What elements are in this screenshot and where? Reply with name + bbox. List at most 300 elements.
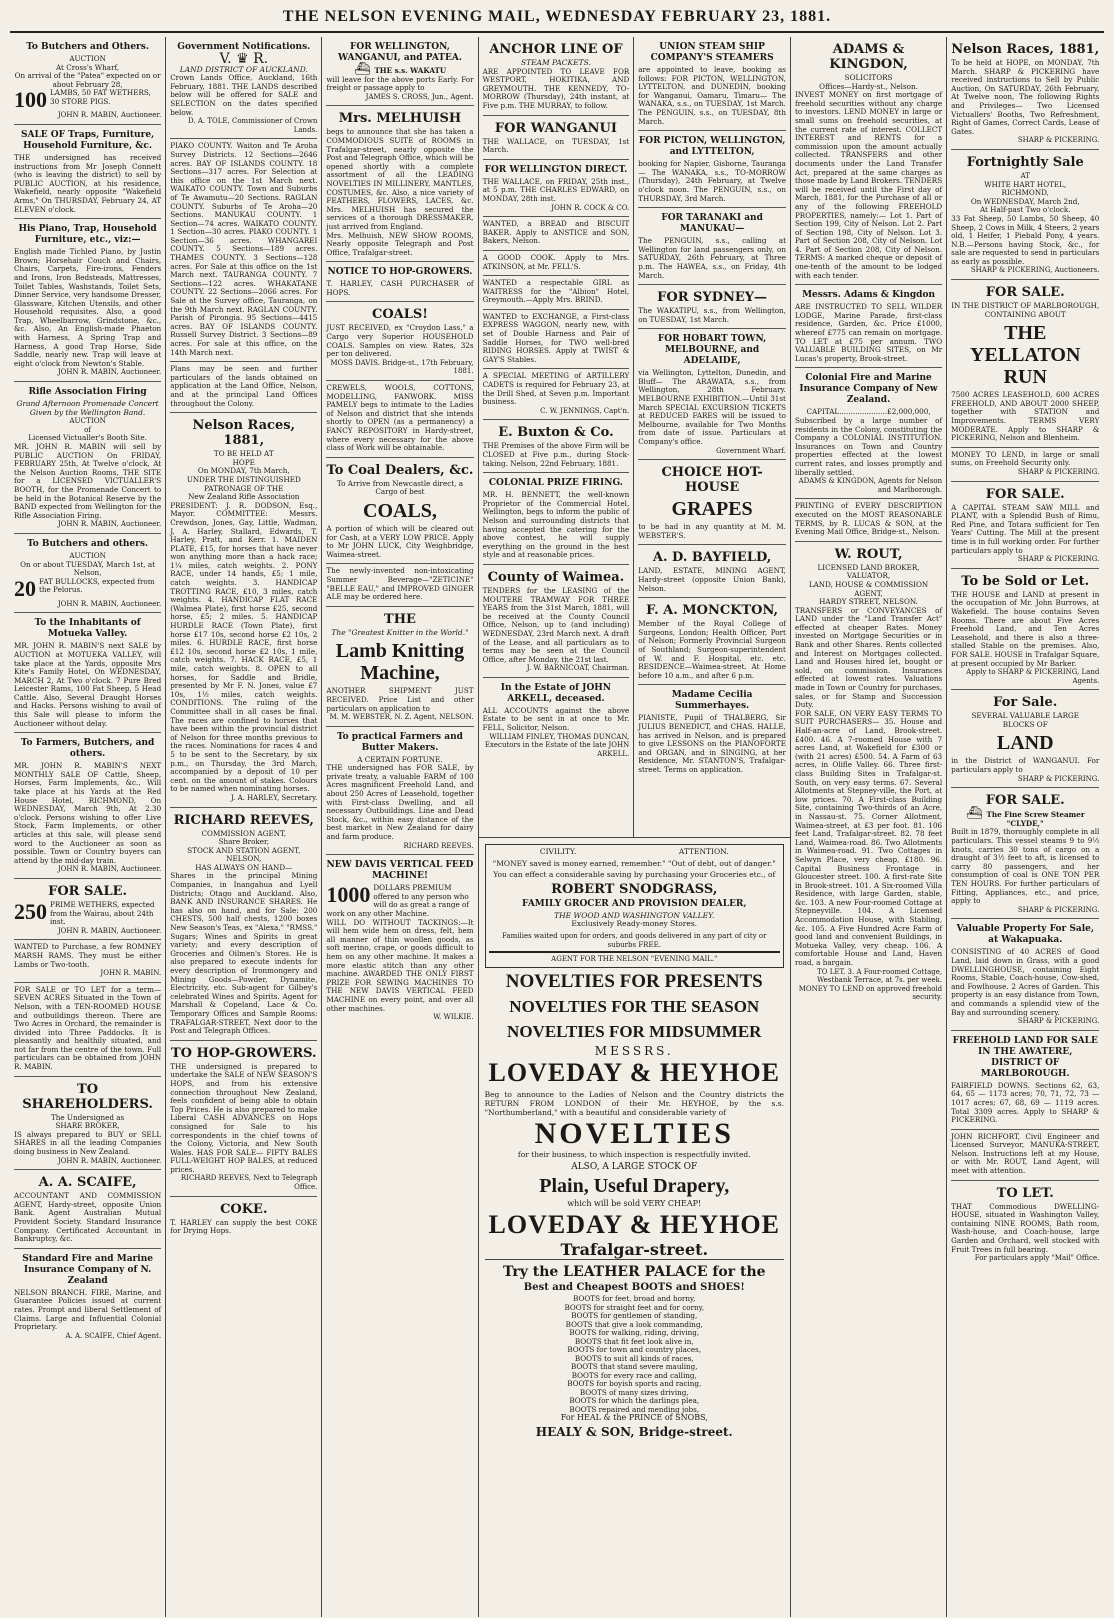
ad-heading: Government Notifications. <box>177 42 311 52</box>
ship-line <box>951 806 1099 828</box>
ad-signature: JOHN R. MABIN, Auctioneer. <box>57 599 162 608</box>
ad-body: THE undersigned has received instructions from Mr Joseph Connett (who is leaving the district) to sell by PUBLIC AUCTION, at his residence, Wakefield, nearly opposite "Wakefield Arms," On THURSDAY, February 24, AT ELEVEN o'clock. <box>14 152 162 214</box>
ad-heading: To Butchers and Others. <box>26 42 149 52</box>
ad-heading: Nelson Races, 1881, <box>951 42 1100 57</box>
ad-heading: COALS! <box>371 307 428 323</box>
advertisement <box>483 369 630 420</box>
ad-body: Built in 1879, thoroughly complete in all particulars. This vessel steams 9 to 9½ knots, carries 30 tons of cargo on a draught of 3½ feet to aft, is licensed to carry 80 passengers, and her consumption of coal is ONE TON PER TEN HOURS. For further particulars of Fitting, Appliances, etc., and price, apply to <box>951 827 1100 906</box>
advertisement <box>170 1041 317 1197</box>
ad-signature: RICHARD REEVES, Next to Telegraph Office. <box>180 1174 318 1192</box>
snodgrass-line: You can effect a considerable saving by purchasing your Groceries etc., of <box>493 870 776 880</box>
ad-signature: RICHARD REEVES. <box>403 841 474 850</box>
snodgrass-where: THE WOOD AND WASHINGTON VALLEY. <box>554 910 715 920</box>
ad-body: ARE INSTRUCTED TO SELL WILDER LODGE, Marine Parade, first-class residence, Garden, &c. Price £1000, whereof £775 can remain on mortgage. TO LET at £75 per annum. TWO VALUABLE BUILDING SITES, on Mr Lucas's property, Brook-street. <box>794 302 943 363</box>
ad-heading: A. A. SCAIFE, <box>38 1175 137 1191</box>
ad-body: 7500 ACRES LEASEHOLD, 600 ACRES FREEHOLD, AND ABOUT 2000 SHEEP, together with STATION and Improvements. TERMS VERY MODERATE. Apply to SHARP & PICKERING, Nelson and Blenheim. <box>951 390 1100 443</box>
ad-heading: To Farmers, Butchers, and others. <box>20 738 155 760</box>
ad-heading: Mrs. MELHUISH <box>338 111 462 127</box>
big-number: 1000 <box>326 882 371 908</box>
ad-signature: TO LET. 3. A Four-roomed Cottage, Westbank Terrace, at 7s. per week. MONEY TO LEND on approved freehold security. <box>798 967 943 1002</box>
ad-body: NELSON BRANCH. FIRE, Marine, and Guarantee Policies issued at current rates. Prompt and liberal Settlement of Claims. Large and Influential Colonial Proprietary. <box>14 1287 162 1332</box>
advertisement <box>483 160 630 217</box>
ad-body: THE undersigned has FOR SALE, by private treaty, a valuable FARM of 100 Acres magnificent Freehold Land, and about 250 Acres of Leasehold, together with First-class Dwelling, and all necessary Outbuildings. Line and Dead Stock, &c., within easy distance of the best market in New Zealand for dairy and farm produce. <box>326 763 474 842</box>
ad-signature: J. A. HARLEY, Secretary. <box>230 793 318 802</box>
ad-signature: WILLIAM FINLEY, THOMAS DUNCAN, Executors in the Estate of the late JOHN ARKELL. <box>484 732 630 758</box>
ad-body: To be held at HOPE, on MONDAY, 7th March. SHARP & PICKERING have received instructions to Sell by Public Auction, On SATURDAY, 26th February, At Twelve noon, The following Rights and Privileges— Two Licensed Victuallers' Booths, Two Refreshment, Right of Games, Correct Cards, Lease of Gates. <box>951 58 1100 136</box>
ad-heading: COLONIAL PRIZE FIRING. <box>488 478 623 489</box>
announce-text: Beg to announce to the Ladies of Nelson and the Country districts the RETURN FROM LONDON of their Mr. HEYHOE, by the s.s. "Northumberland," with a beautiful and considerable variety of <box>484 1090 784 1118</box>
ad-signature: SHARP & PICKERING. <box>1017 555 1100 564</box>
snodgrass-ad <box>485 844 784 968</box>
advertisement <box>951 37 1099 150</box>
ad-heading: UNION STEAM SHIP COMPANY'S STEAMERS <box>650 42 774 63</box>
big-number: 250 <box>14 898 47 924</box>
ad-heading: FOR WANGANUI <box>494 120 617 136</box>
ship-name: The Fine Screw Steamer "CLYDE," <box>986 810 1085 828</box>
ad-line: TO BE HELD AT <box>213 449 274 459</box>
ad-line: SHARE BROKER, <box>55 1121 120 1131</box>
ad-heading: FOR SALE. <box>48 883 128 899</box>
ad-line: SEVERAL VALUABLE LARGE <box>971 711 1079 721</box>
boots-line: BOOTS for which the darlings plea, <box>569 1396 700 1406</box>
advertisement <box>951 1181 1099 1267</box>
ad-heading: To Butchers and others. <box>27 538 149 549</box>
advertisement <box>483 251 630 276</box>
ad-heading: FOR PICTON, WELLINGTON, and LYTTELTON, <box>638 136 786 158</box>
advertisement <box>326 458 473 565</box>
ad-body: ANOTHER SHIPMENT JUST RECEIVED. Price List and other particulars on application to <box>326 686 474 713</box>
ad-heading: For Sale. <box>993 695 1058 711</box>
ad-body: IS always prepared to BUY or SELL SHARES in all the leading Companies doing business in New Zealand. <box>14 1129 162 1157</box>
ad-body: MR. H. BENNETT, the well-known Proprietor of the Commercial Hotel, Wellington, begs to inform the public of Nelson and surrounding districts that having accepted the catering for the above contest, he will supply everything on the ground in the best style and at reasonable prices. <box>482 490 630 560</box>
ad-body: CONSISTING of 40 ACRES of Good Land, laid down in Grass, with a good DWELLINGHOUSE, containing Eight Rooms, Stable, Coach-house, Cow-shed, and Fowlhouse. 2 Acres of Garden. This property is an easy distance from Town, and commands a splendid view of the Bay and surrounding scenery. <box>951 947 1100 1017</box>
big-number-line <box>14 575 161 601</box>
ad-signature: JOHN R. MABIN, Auctioneer. <box>57 865 162 874</box>
ad-body: in the District of WANGANUI. For particulars apply to <box>951 756 1100 775</box>
ad-heading: TO SHAREHOLDERS. <box>22 1081 153 1112</box>
novelties-heading: NOVELTIES <box>534 1117 734 1151</box>
healy-son: HEALY & SON, Bridge-street. <box>535 1424 733 1439</box>
ad-heading: Madame Cecilia Summerhayes. <box>671 690 753 712</box>
ad-body: THE HOUSE and LAND at present in the occupation of Mr. John Burrows, at Wakefield. The house contains Seven Rooms. There are about Five Acres Freehold Land, and Ten Acres Leasehold, and there is also a three-stalled Stable on the premises. Also, FOR SALE. HOUSE in Trafalgar Square, at present occupied by Mr Barker. <box>951 589 1100 668</box>
column-7 <box>947 37 1103 1617</box>
snodgrass-families: Families waited upon for orders, and goods delivered in any part of city or suburbs FREE. <box>502 931 767 949</box>
ad-signature: JOHN R. MABIN. <box>100 969 162 978</box>
boots-line: BOOTS of many sizes driving, <box>579 1387 689 1397</box>
big-number-text: PRIME WETHERS, expected from the Wairau, about 24th inst. <box>50 899 155 927</box>
advertisement <box>638 131 786 208</box>
big-number-text: DOLLARS PREMIUM offered to any person who will do as great a range of work on any other Machine. <box>326 883 469 918</box>
ad-heading: TO HOP-GROWERS. <box>170 1045 317 1061</box>
ad-line: At Cross's Wharf, <box>55 62 120 72</box>
ad-signature: SHARP & PICKERING, Auctioneers. <box>970 266 1100 275</box>
advertisement <box>483 678 630 763</box>
ad-heading: To practical Farmers and Butter Makers. <box>337 731 463 753</box>
ad-line: UNDER THE DISTINGUISHED PATRONAGE OF THE <box>186 474 301 493</box>
crest-emblem: V. ♛ R. <box>219 51 269 67</box>
ad-body: The WAKATIPU, s.s., from Wellington, on TUESDAY, 1st March. <box>638 306 786 324</box>
ad-line: HARDY STREET, NELSON. <box>819 597 918 607</box>
ad-body: WANTED, a BREAD and BISCUIT BAKER. Apply to ANSTICE and SON, Bakers, Nelson. <box>482 219 630 246</box>
column-2 <box>166 37 322 1617</box>
ad-body: T. HARLEY, CASH PURCHASER of HOPS. <box>326 279 474 297</box>
ad-heading: FOR WELLINGTON DIRECT. <box>484 164 628 175</box>
ad-body: Member of the Royal College of Surgeons, London; Health Officer, Port of Nelson; Formerly Provincial Surgeon of Southland; Surgeon-superintendent of W. and F. Hospital, etc. etc. RESIDENCE—Waimea-street. At Home before 10 a.m., and after 6 p.m. <box>638 619 786 680</box>
ad-signature: MOSS DAVIS. Bridge-st., 17th February, 1881. <box>330 358 474 376</box>
ad-body: LAND, ESTATE, MINING AGENT, Hardy-street (opposite Union Bank), Nelson. <box>638 566 786 593</box>
ad-line: AUCTION <box>69 416 106 426</box>
ad-body: PRINTING of EVERY DESCRIPTION executed on the MOST REASONABLE TERMS, by R. LUCAS & SON, at the Evening Mail Office, Bridge-st., Nelson. <box>794 501 943 537</box>
ad-body: Crown Lands Office, Auckland, 16th February, 1881. THE LANDS described below will be offered for SALE and SELECTION on the dates specified below. <box>170 73 318 117</box>
ad-body: ARE APPOINTED TO LEAVE FOR WESTPORT, HOKITIKA, AND GREYMOUTH. THE KENNEDY, TO-MORROW (Thursday), 24th instant, at Five p.m. THE MURRAY, to follow. <box>482 66 630 110</box>
steamship-icon: ⛴ <box>965 806 987 822</box>
drapery-heading: Plain, Useful Drapery, <box>539 1174 730 1197</box>
ad-signature: D. A. TOLE, Commissioner of Crown Lands. <box>188 117 318 134</box>
boots-line: BOOTS that give a look commanding, <box>565 1319 703 1329</box>
advertisement <box>638 208 786 285</box>
ad-signature: SHARP & PICKERING. <box>1017 468 1100 476</box>
ad-heading: Messrs. Adams & Kingdon <box>802 290 935 301</box>
ad-heading: County of Waimea. <box>487 569 625 585</box>
big-number-line <box>14 898 161 927</box>
boots-line: BOOTS for feet, broad and horny, <box>573 1294 696 1304</box>
ad-body: to be had in any quantity at M. M. WEBSTER'S. <box>638 522 786 540</box>
messrs-label: MESSRS. <box>594 1043 674 1058</box>
ad-body: A GOOD COOK. Apply to Mrs. ATKINSON, at Mr. FELL'S. <box>482 252 630 271</box>
advertisement <box>326 727 473 856</box>
ad-line: WHITE HART HOTEL, <box>984 179 1067 189</box>
ad-body: ALL ACCOUNTS against the above Estate to be sent in at once to Mr. FELL, Solicitor, Nelson. <box>482 705 630 733</box>
ad-line: HAS ALWAYS ON HAND— <box>195 862 293 872</box>
boots-line: BOOTS that fit feet look alive in, <box>574 1336 694 1346</box>
novelties-midsummer: NOVELTIES FOR MIDSUMMER <box>507 1021 762 1041</box>
ad-signature: W. WILKIE. <box>433 1013 474 1022</box>
advertisement <box>483 565 630 678</box>
ad-heading: SALE OF Traps, Furniture, Household Furniture, &c. <box>20 129 155 151</box>
advertisement <box>483 276 630 310</box>
advertisement <box>951 919 1099 1030</box>
boots-line: BOOTS for town and country places, <box>567 1345 702 1355</box>
ad-line: Share Broker, <box>218 837 269 847</box>
advertisement <box>951 482 1099 569</box>
ad-line: LICENSED LAND BROKER, <box>817 562 920 572</box>
leather-subheading: Best and Cheapest BOOTS and SHOES! <box>523 1282 745 1294</box>
ad-heading: F. A. MONCKTON, <box>646 603 779 619</box>
advertisement <box>326 607 473 727</box>
ad-body: CREWELS, WOOLS, COTTONS, MODELLING, FANWORK. MISS PAMELY begs to intimate to the Ladies of Nelson and district that she intends shortly to OPEN (as a permanency) a FANCY REPOSITORY in Hardy-street, where every necessary for the above class of Work will be obtainable. <box>326 383 474 453</box>
ad-signature: Apply to SHARP & PICKERING, Land Agents. <box>966 668 1100 685</box>
advertisement <box>638 460 786 545</box>
advertisement <box>14 1249 161 1345</box>
ad-body: PIAKO COUNTY. Waiton and Te Aroha Survey Districts. 12 Sections—2646 acres. BAY OF ISLANDS COUNTY. 18 Sections—317 acres. For Selection at this office on the 1st March next. WAIKATO COUNTY. Town and Suburbs of Te Awamutu—20 Sections. RAGLAN COUNTY. Suburbs of Te Aroha—20 Sections. MANUKAU COUNTY. 1 Section—74 acres. WAIKATO COUNTY. 1 Section—30 acres. PIAKO COUNTY. 1 Section—36 acres. WHANGAREI COUNTY. 5 Sections—189 acres. THAMES COUNTY. 3 Sections—128 acres. For Sale at this office on the 1st March next. TAURANGA COUNTY. 7 Sections—122 acres. WHAKATANE COUNTY. 22 Sections—2066 acres. For Sale at the Survey office, Tauranga, on the 9th March next. RAGLAN COUNTY. Parish of Pirongia. 95 Sections—4415 acres. BAY OF ISLANDS COUNTY. Russell Survey District. 3 Sections—89 acres. For sale at this office, on the 14th March next. <box>170 141 318 357</box>
advertisement <box>14 37 161 125</box>
ad-heading: FOR WELLINGTON, WANGANUI, and PATEA. <box>337 42 462 63</box>
ad-line: Offices—Hardy-st., Nelson. <box>819 81 918 91</box>
ad-heading: Colonial Fire and Marine Insurance Company of New Zealand. <box>799 373 938 406</box>
ad-body: will leave for the above ports Early. For freight or passage apply to <box>326 74 474 93</box>
firm-name-2: LOVEDAY & HEYHOE <box>488 1210 780 1240</box>
ad-footer: FOR SALE, ON VERY EASY TERMS TO SUIT PURCHASERS— 35. House and Half-an-acre of Land, Brook-street. £400. 46. A 7-roomed House with 7 acres Land, at Wakefield for £300 or (with 21 acres) £500. 54. A Farm of 63 acres, in Olifle Valley. 66. Three first-class Building Sites in Trafalgar-st. South, on very easy terms. 67. Several Allotments at Stepney-ville, the Port, at low prices. 70. A First-class Building Site, containing Two-thirds of an Acre, in Nassau-st. 75. Corner Allotment, Waimea-street, at £3 per foot. 81. 106 feet Land, Trafalgar-street. 82. 78 feet Land, Waimea-road. 86. Two Allotments in Waimea-road. 91. Two Cottages in Selwyn Place, very cheap, £180. 96. Capital Business Frontage in Gloucester street. 100. A first-rate Site in Brook-street. 101. A Six-roomed Villa Residence, with large Garden, stable, &c. 103. A new Four-roomed Cottage at Stepneyville. 104. A Licensed Accommodation House, with Stabling, &c. 105. A Five Hundred Acre Farm of good land and convenient Buildings, in Motueka Valley, very cheap. 106. A comfortable House and Land, Haven road, a bargain. <box>794 708 943 968</box>
advertisement <box>14 613 161 733</box>
ad-body: THE Premises of the above Firm will be CLOSED at Five p.m., during Stock-taking. Nelson, 22nd February, 1881. <box>482 441 630 468</box>
boots-line: BOOTS for gentlemen of standing, <box>571 1311 698 1321</box>
ad-heading: E. Buxton & Co. <box>498 425 614 441</box>
ad-body: JUST RECEIVED, ex "Croydon Lass," a Cargo very Superior HOUSEHOLD COALS. Samples on view. Rates, 32s per ton delivered. <box>326 323 474 359</box>
ad-body: The newly-invented non-intoxicating Summer Beverage—"ZETICINE" "BELLE EAU," and IMPROVED GINGER ALE may be ordered here. <box>326 566 474 602</box>
ad-signature: SHARP & PICKERING. <box>1017 136 1100 145</box>
ad-line: Licensed Victualler's Booth Site. <box>28 433 147 443</box>
ad-body: are appointed to leave, booking as follows: FOR PICTON, WELLINGTON, LYTTELTON, and DUNEDIN, booking for Wanganui, Oamaru, Timaru— The WANAKA, s.s., on TUESDAY, 1st March. The PENGUIN, s.s., on TUESDAY, 8th March. <box>638 65 786 126</box>
ad-heading: Standard Fire and Marine Insurance Company of N. Zealand <box>22 1253 153 1286</box>
column-1 <box>10 37 166 1617</box>
ad-heading: ANCHOR LINE OF <box>489 42 623 57</box>
ad-heading: W. ROUT, <box>834 546 903 562</box>
ad-body: THE undersigned is prepared to undertake the SALE of NEW SEASON'S HOPS, and from his extensive connection throughout New Zealand, feels confident of being able to obtain Top Prices. He is also prepared to make Liberal CASH ADVANCES on Hops consigned for Sale to his correspondents in the chief towns of the Colony, Victoria, and New South Wales. HAS FOR SALE— FIFTY BALES FULL-WEIGHT HOP BALES, at reduced prices. <box>170 1061 318 1174</box>
ad-body: A SPECIAL MEETING of ARTILLERY CADETS is required for February 23, at the Drill Shed, at Seven p.m. Important business. <box>482 371 630 407</box>
boots-line: BOOTS for straight feet and for corny, <box>564 1302 705 1312</box>
ad-heading: COKE. <box>220 1201 268 1217</box>
big-number: 20 <box>14 575 36 601</box>
ad-line: CAPITAL.....................£2,000,000, <box>806 407 931 417</box>
column-5 <box>634 37 790 837</box>
advertisement <box>14 382 161 534</box>
ad-body: Plans may be seen and further particulars of the lands obtained on application at the Land Office, Nelson, and at the principal Land Offices throughout the Colony. <box>170 364 318 408</box>
column-6 <box>791 37 947 1617</box>
ad-signature: JOHN R. MABIN, Auctioneer. <box>57 111 162 120</box>
ad-signature: SHARP & PICKERING. <box>1017 1017 1100 1026</box>
advertisement <box>951 1031 1099 1130</box>
ad-body: The PENGUIN, s.s., calling at Wellington for land passengers only, on SATURDAY, 26th February, at Three p.m. The HAWEA, s.s., on Friday, 4th March. <box>638 236 786 280</box>
advertisement <box>951 569 1099 691</box>
ad-line: LAND, HOUSE & COMMISSION AGENT, <box>808 579 929 598</box>
ad-body: WANTED to EXCHANGE, a First-class EXPRESS WAGGON, nearly new, with set of Double Harness and Pair of Saddle Horses, for TWO well-bred RIDING HORSES. Apply at TWIST & GAY'S Stables. <box>482 311 630 364</box>
big-number: 100 <box>14 87 47 113</box>
ad-body: THE WALLACE, on FRIDAY, 25th inst., at 5 p.m. THE CHARLES EDWARD, on MONDAY, 28th inst. <box>482 176 630 203</box>
loveday-heyhoe-ad <box>484 970 784 1260</box>
steamship-icon: ⛴ <box>353 62 375 77</box>
center-upper <box>479 37 790 837</box>
snodgrass-stores: Exclusively Ready-money Stores. <box>571 919 698 929</box>
ad-body: WILL DO WITHOUT TACKINGS:—It will hem wide hem on dress, felt, hem all manner of thin woollen goods, as soft merino, crape, or goods difficult to hem on any other machine. It makes a more elastic stitch than any other machine. AWARDED THE ONLY FIRST PRIZE FOR SEWING MACHINES TO THE NEW DAVIS VERTICAL FEED MACHINE on every point, and over all other machines. <box>326 917 474 1013</box>
advertisement <box>14 125 161 219</box>
ad-heading: TO LET. <box>996 1185 1054 1201</box>
advertisement <box>483 420 630 473</box>
advertisement <box>483 310 630 370</box>
ad-line: of <box>84 424 92 434</box>
advertisement <box>170 139 317 362</box>
ad-body: Subscribed by a large number of residents in the Colony, constituting the Company a COLONIAL INSTITUTION. Insurances on Town and Country properties effected at the lowest current rates, and losses promptly and liberally settled. <box>794 416 943 477</box>
advertisement <box>14 534 161 613</box>
advertisement <box>170 808 317 1041</box>
snodgrass-agent: AGENT FOR THE NELSON "EVENING MAIL." <box>551 955 718 964</box>
big-number-line <box>326 884 473 918</box>
ad-body: TENDERS for the LEASING of the MOUTERE TRAMWAY FOR THREE YEARS from the 31st March, 1881, will be received at the County Council Office, Nelson, up to (and including) WEDNESDAY, 23rd March next. A draft of the Lease, and all particulars as to terms may be seen at the Council Office, after Monday, the 21st last. <box>482 585 630 664</box>
advertisement <box>14 733 161 879</box>
advertisement <box>326 106 473 262</box>
advertisement <box>326 262 473 302</box>
inspection-text: for their business, to which inspection is respectfully invited. <box>517 1150 751 1160</box>
ad-body: FAIRFIELD DOWNS. Sections 62, 63, 64, 65 — 1173 acres; 70, 71, 72, 73 — 1017 acres; 67, 68, 69 — 1119 acres. Total 3309 acres. Apply to SHARP & PICKERING. <box>951 1080 1100 1125</box>
ad-line: AUCTION <box>69 54 106 63</box>
ad-body: WANTED a respectable GIRL as WAITRESS for the "Albion" Hotel, Greymouth.—Apply Mrs. BRIND. <box>482 278 630 305</box>
center-block <box>479 37 791 1617</box>
ship-name: THE s.s. WAKATU <box>374 66 447 75</box>
ad-heading: FOR SYDNEY— <box>657 290 768 306</box>
ad-subheading: STEAM PACKETS. <box>520 58 591 67</box>
ad-body: PRESIDENT: J. R. DODSON, Esq., Mayor. COMMITTEE: Messrs. Crewdson, Jones, Gay, Little, Wadman, J. A. Harley, Stallard, Edwards, T. Harley, Pratt, and Kerr. 1. MAIDEN PLATE, £15, for horses that have never won anything more than a hack race; 1¼ miles, catch weights. 2. PONY RACE, under 14 hands, £5; 1 mile, catch weights. 3. HANDICAP TROTTING RACE, £10, 3 miles, catch weights. 4. HANDICAP FLAT RACE (Walmea Plate), first horse £25, second horse, £5; 2 miles. 5. HANDICAP HURDLE RACE (Town Plate), first horse £17 10s, second horse £2 10s, 2 miles. 6. HURDLE RACE, first horse £12 10s, second horse £2 10s, 1 mile, catch weights. 7. HACK RACE, £5, 1 mile, catch weights. 8. OPEN to all horses, for Saddle and Bridle, presented by Mr F. N. Jones, value £7 10s, 1½ miles, catch weights. CONDITIONS. The ruling of the Committee shall in all cases be final. The races are confined to horses that have been within the provincial district of Nelson for three months previous to the races. Nominations for races 4 and 5 to be sent to the Secretary, by six p.m., on Thursday, the 3rd March, accompanied by a deposit of 10 per cent. on the amount of stakes. Colours to be named when nominating horses. <box>170 500 318 794</box>
ad-line: SOLICITORS <box>844 73 893 82</box>
heal-line: For HEAL & the PRINCE of SNOBS, <box>560 1413 708 1423</box>
snodgrass-trade: FAMILY GROCER AND PROVISION DEALER, <box>521 898 747 909</box>
ad-line: VALUATOR, <box>846 571 891 581</box>
columns <box>10 37 1104 1617</box>
firm-name: LOVEDAY & HEYHOE <box>488 1058 780 1088</box>
ad-heading: FOR SALE. <box>985 285 1065 301</box>
ad-body: T. HARLEY can supply the best COKE for Drying Hops. <box>170 1217 318 1236</box>
ad-signature: C. W. JENNINGS, Capt'n. <box>540 406 630 415</box>
advertisement <box>14 879 161 940</box>
advertisement <box>638 685 786 778</box>
civility-label: CIVILITY. <box>539 847 577 856</box>
advertisement <box>951 448 1099 482</box>
advertisement <box>14 219 161 382</box>
boots-list <box>485 1295 784 1414</box>
ad-body: A portion of which will be cleared out for Cash, at a VERY LOW PRICE. Apply to Mr JOHN LUCK, City Weighbridge, Waimea-street. <box>326 523 474 559</box>
advertisement <box>638 285 786 329</box>
ad-line: To Arrive from Newcastle direct, a Cargo of best <box>336 478 464 497</box>
advertisement <box>951 690 1099 788</box>
boots-line: BOOTS for walking, riding, driving, <box>569 1328 700 1338</box>
advertisement <box>638 37 786 131</box>
ad-heading: FOR TARANAKI and MANUKAU— <box>661 213 763 235</box>
leather-palace-ad <box>485 1259 784 1440</box>
ad-heading: A. D. BAYFIELD, <box>652 550 772 566</box>
ad-signature: JOHN R. MABIN, Auctioneer. <box>57 926 162 935</box>
advertisement <box>326 855 473 1026</box>
ad-line: AT <box>1020 170 1031 180</box>
snodgrass-quote: "MONEY saved is money earned, remember." "Out of debt, out of danger." <box>492 858 776 868</box>
advertisement <box>483 116 630 160</box>
advertisement <box>14 940 161 982</box>
ad-body: booking for Napier, Gisborne, Tauranga— The WANAKA, s.s., TO-MORROW (Thursday), 24th February, at Twelve o'clock noon. The PENGUIN, s.s., on THURSDAY, 3rd March. <box>638 159 786 203</box>
novelties-presents: NOVELTIES FOR PRESENTS <box>505 970 763 992</box>
ad-heading: His Piano, Trap, Household Furniture, etc., viz:— <box>18 224 157 246</box>
boots-line: BOOTS that stand severe mauling, <box>570 1362 698 1372</box>
big-number-line <box>14 89 161 111</box>
advertisement <box>951 280 1099 448</box>
ad-signature: M. M. WEBSTER, N. Z. Agent, NELSON. <box>329 713 474 722</box>
ad-body: English made Tichled Piano, by Justin Brown; Horsehair Couch and Chairs, Chairs, Carpets, Fire-irons, Fenders and Irons, Iron Bedsteads, Mattresses, Toilet Tables, Washstands, Toilet Sets, Dinner Service, very handsome Dresser, Glassware, Kitchen Utensils, and other Household requisites. Also, a good Trap, Wheelbarrow, Grindstone, &c., &c. Also, An English-made Phaeton with Harness, A Spring Trap and Harness, A good Trap Horse, Side Saddle, nearly new. Trap will leave at eight o'clock from Newton's Stable. <box>14 247 162 368</box>
ad-line: CONTAINING ABOUT <box>984 309 1066 319</box>
ad-line: COMMISSION AGENT, <box>201 828 287 838</box>
display-heading: COALS, <box>363 499 437 522</box>
ad-line: NELSON, <box>226 854 262 864</box>
ad-body: MR. JOHN R. MABIN'S next SALE by AUCTION at MOTUEKA VALLEY, will take place at the Yards, opposite Mrs Kite's Family Hotel, On WEDNESDAY, MARCH 2, At Two o'clock. 7 Pure Bred Leicester Rams, 100 Fat Sheep, 5 Head Cattle. Also, Several Draught Horses and Hacks. Persons wishing to avail of this Sale will please to inform the Auctioneer without delay. <box>14 641 162 728</box>
advertisement <box>638 545 786 598</box>
ad-signature: SHARP & PICKERING. <box>1017 774 1100 783</box>
ad-body: Shares in the principal Mining Companies, in Inangahua and Lyell Districts; Otago and Auckland. Also, BANK AND INSURANCE SHARES. He has also on hand, and for Sale: 200 CHESTS, 500 half chests, 1200 boxes New Season's Teas, ex "Alexa," "RMSS." Sugars; Wines and Spirits in great variety; and every description of Groceries and Oilmen's Stores. He is also prepared to execute indents for every description of Ironmongery and Mining Goods—Powder, Dynamite, Electricity, etc. Sub-agent for Gilbey's celebrated Wines and Spirits. Agent for Marshall & Copeland, Lace & Co. Temporary Offices and Sample Rooms: TRAFALGAR-STREET, Next door to the Post and Telegraph Offices. <box>170 871 318 1036</box>
ad-body: THAT Commodious DWELLING-HOUSE, situated in Washington Valley, containing NINE ROOMS, Bath room, Wash-house, and Coach-house, large Garden and Orchard, well stocked with Fruit Trees in full bearing. <box>951 1201 1100 1254</box>
ad-body: begs to announce that she has taken a COMMODIOUS SUITE of ROOMS in Trafalgar-street, nearly opposite the Post and Telegraph Office, which will be opened shortly with a complete assortment of all the LEADING NOVELTIES IN MILLINERY, MANTLES, COSTUMES, &c. Also, a nice variety of FEATHERS, FLOWERS, LACES, &c. Mrs. MELHUISH has secured the services of a thorough DRESSMAKER, just arrived from England. <box>326 127 474 231</box>
display-heading: LAND <box>996 732 1054 755</box>
ad-line: At Half-past Two o'clock. <box>979 205 1071 215</box>
ad-signature: JOHN R. MABIN, Auctioneer. <box>57 368 162 377</box>
advertisement <box>638 598 786 685</box>
advertisement <box>795 37 942 285</box>
ad-line: BLOCKS OF <box>1002 719 1048 729</box>
advertisement <box>14 1077 161 1171</box>
ad-body: ACCOUNTANT AND COMMISSION AGENT, Hardy-street, opposite Union Bank. Agent Australian Mutual Provident Society. Standard Insurance Company. Certificated Accountant in Bankruptcy, &c. <box>14 1191 162 1244</box>
ad-heading: Valuable Property For Sale, at Wakapuaka. <box>956 924 1094 946</box>
advertisement <box>326 564 473 606</box>
advertisement <box>951 1130 1099 1181</box>
ad-line: On arrival of the "Patea" expected on or about February 28, <box>14 71 161 89</box>
advertisement <box>483 473 630 565</box>
center-lower <box>479 837 790 1617</box>
ad-heading: CHOICE HOT-HOUSE <box>661 465 763 496</box>
ad-heading: NEW DAVIS VERTICAL FEED MACHINE! <box>326 860 474 882</box>
boots-line: BOOTS to suit all kinds of races, <box>574 1353 694 1363</box>
ad-heading: FOR HOBART TOWN, MELBOURNE, and ADELAIDE, <box>657 334 767 367</box>
advertisement <box>326 37 473 106</box>
advertisement <box>795 285 942 368</box>
ad-heading: To Coal Dealers, &c. <box>326 462 474 478</box>
column-4 <box>479 37 635 837</box>
ad-line: On WEDNESDAY, March 2nd, <box>970 196 1080 206</box>
ad-body: WANTED to Purchase, a few ROMNEY MARSH RAMS. They must be either Lambs or Two-tooth. <box>14 942 162 969</box>
advertisement <box>14 983 161 1077</box>
ad-body: via Wellington, Lyttelton, Dunedin, and Bluff— The ARAWATA, s.s., from Wellington, 28th February. MELBOURNE EXHIBITION.—Until 31st March SPECIAL EXCURSION TICKETS at REDUCED FARES will be issued to Melbourne, available for Two Months from date of issue. Particulars at Company's office. <box>638 368 786 447</box>
attention-label: ATTENTION. <box>678 847 729 856</box>
ad-body: JOHN RICHFORT, Civil Engineer and Licensed Surveyor, MANUKA-STREET, Nelson. Instructions left at my House, or with Mr. ROUT, Land Agent, will meet with attention. <box>951 1131 1100 1176</box>
ad-body: FOR SALE or TO LET for a term—SEVEN ACRES Situated in the Town of Nelson, with a TEN-ROOMED HOUSE and outbuildings thereon. There are Two Acres in Orchard, the remainder is divided into Three Paddocks. It is pleasantly and healthily situated, and not far from the centre of the town. Full particulars can be obtained from JOHN R. MABIN. <box>14 984 162 1072</box>
ad-line: New Zealand Rifle Association <box>188 492 300 502</box>
advertisement <box>951 150 1099 280</box>
column-3 <box>322 37 478 1617</box>
advertisement <box>483 37 630 116</box>
ad-heading: To the Inhabitants of Motueka Valley. <box>34 618 141 640</box>
ad-subheading: LAND DISTRICT OF AUCKLAND. <box>179 64 308 74</box>
boots-line: BOOTS for boyish sports and racing, <box>567 1379 702 1389</box>
advertisement <box>170 413 317 807</box>
advertisement <box>638 329 786 460</box>
advertisement <box>795 542 942 1006</box>
ad-body: 33 Fat Sheep, 50 Lambs, 50 Sheep, 40 Sheep, 2 Cows in Milk, 4 Steers, 2 years old, 1 Heifer, 1 Piebald Pony, 4 years. N.B.—Persons having Stock, &c., for sale are requested to send in particulars as early as possible. <box>951 213 1100 266</box>
ad-signature: ADAMS & KINGDON, Agents for Nelson and Marlborough. <box>798 477 943 494</box>
ad-heading: Nelson Races, 1881, <box>192 418 296 449</box>
ad-signature: JOHN R. COCK & CO. <box>551 203 630 212</box>
ad-line: On MONDAY, 7th March, <box>197 466 290 476</box>
advertisement <box>170 37 317 139</box>
ad-heading: In the Estate of JOHN ARKELL, deceased. <box>500 682 612 704</box>
advertisement <box>483 217 630 251</box>
ad-signature: SHARP & PICKERING. <box>1017 905 1100 914</box>
big-number-text: FAT BULLOCKS, expected from the Pelorus. <box>39 576 155 595</box>
ad-heading: Rifle Association Firing <box>28 387 147 398</box>
advertisement <box>795 368 942 499</box>
ad-line: IN THE DISTRICT OF MARLBOROUGH, <box>951 301 1100 311</box>
advertisement <box>326 381 473 458</box>
boots-line: BOOTS for every race and calling, <box>571 1370 697 1380</box>
advertisement <box>795 499 942 541</box>
advertisement <box>170 1197 317 1240</box>
ad-body: MR. JOHN R. MABIN'S NEXT MONTHLY SALE OF Cattle, Sheep, Horses, Farm Implements, &c., Will take place at his Yards at the Red House Hotel, RICHMOND, On WEDNESDAY, March 9th, At 2.30 o'clock. Persons wishing to offer Live Stock, Farm Implements, or other articles at this sale, will please send word to the Auctioneer as soon as possible. Town or Country buyers can attend by the mid-day train. <box>14 761 162 865</box>
ad-signature: JOHN R. MABIN, Auctioneer. <box>57 520 162 529</box>
snodgrass-name: ROBERT SNODGRASS, <box>551 881 718 897</box>
ad-footer: Mrs. Melhuish, NEW SHOW ROOMS, Nearly opposite Telegraph and Post Office, Trafalgar-street. <box>326 230 474 257</box>
ad-signature: Government Wharf. <box>716 446 786 455</box>
display-heading: GRAPES <box>671 498 753 521</box>
